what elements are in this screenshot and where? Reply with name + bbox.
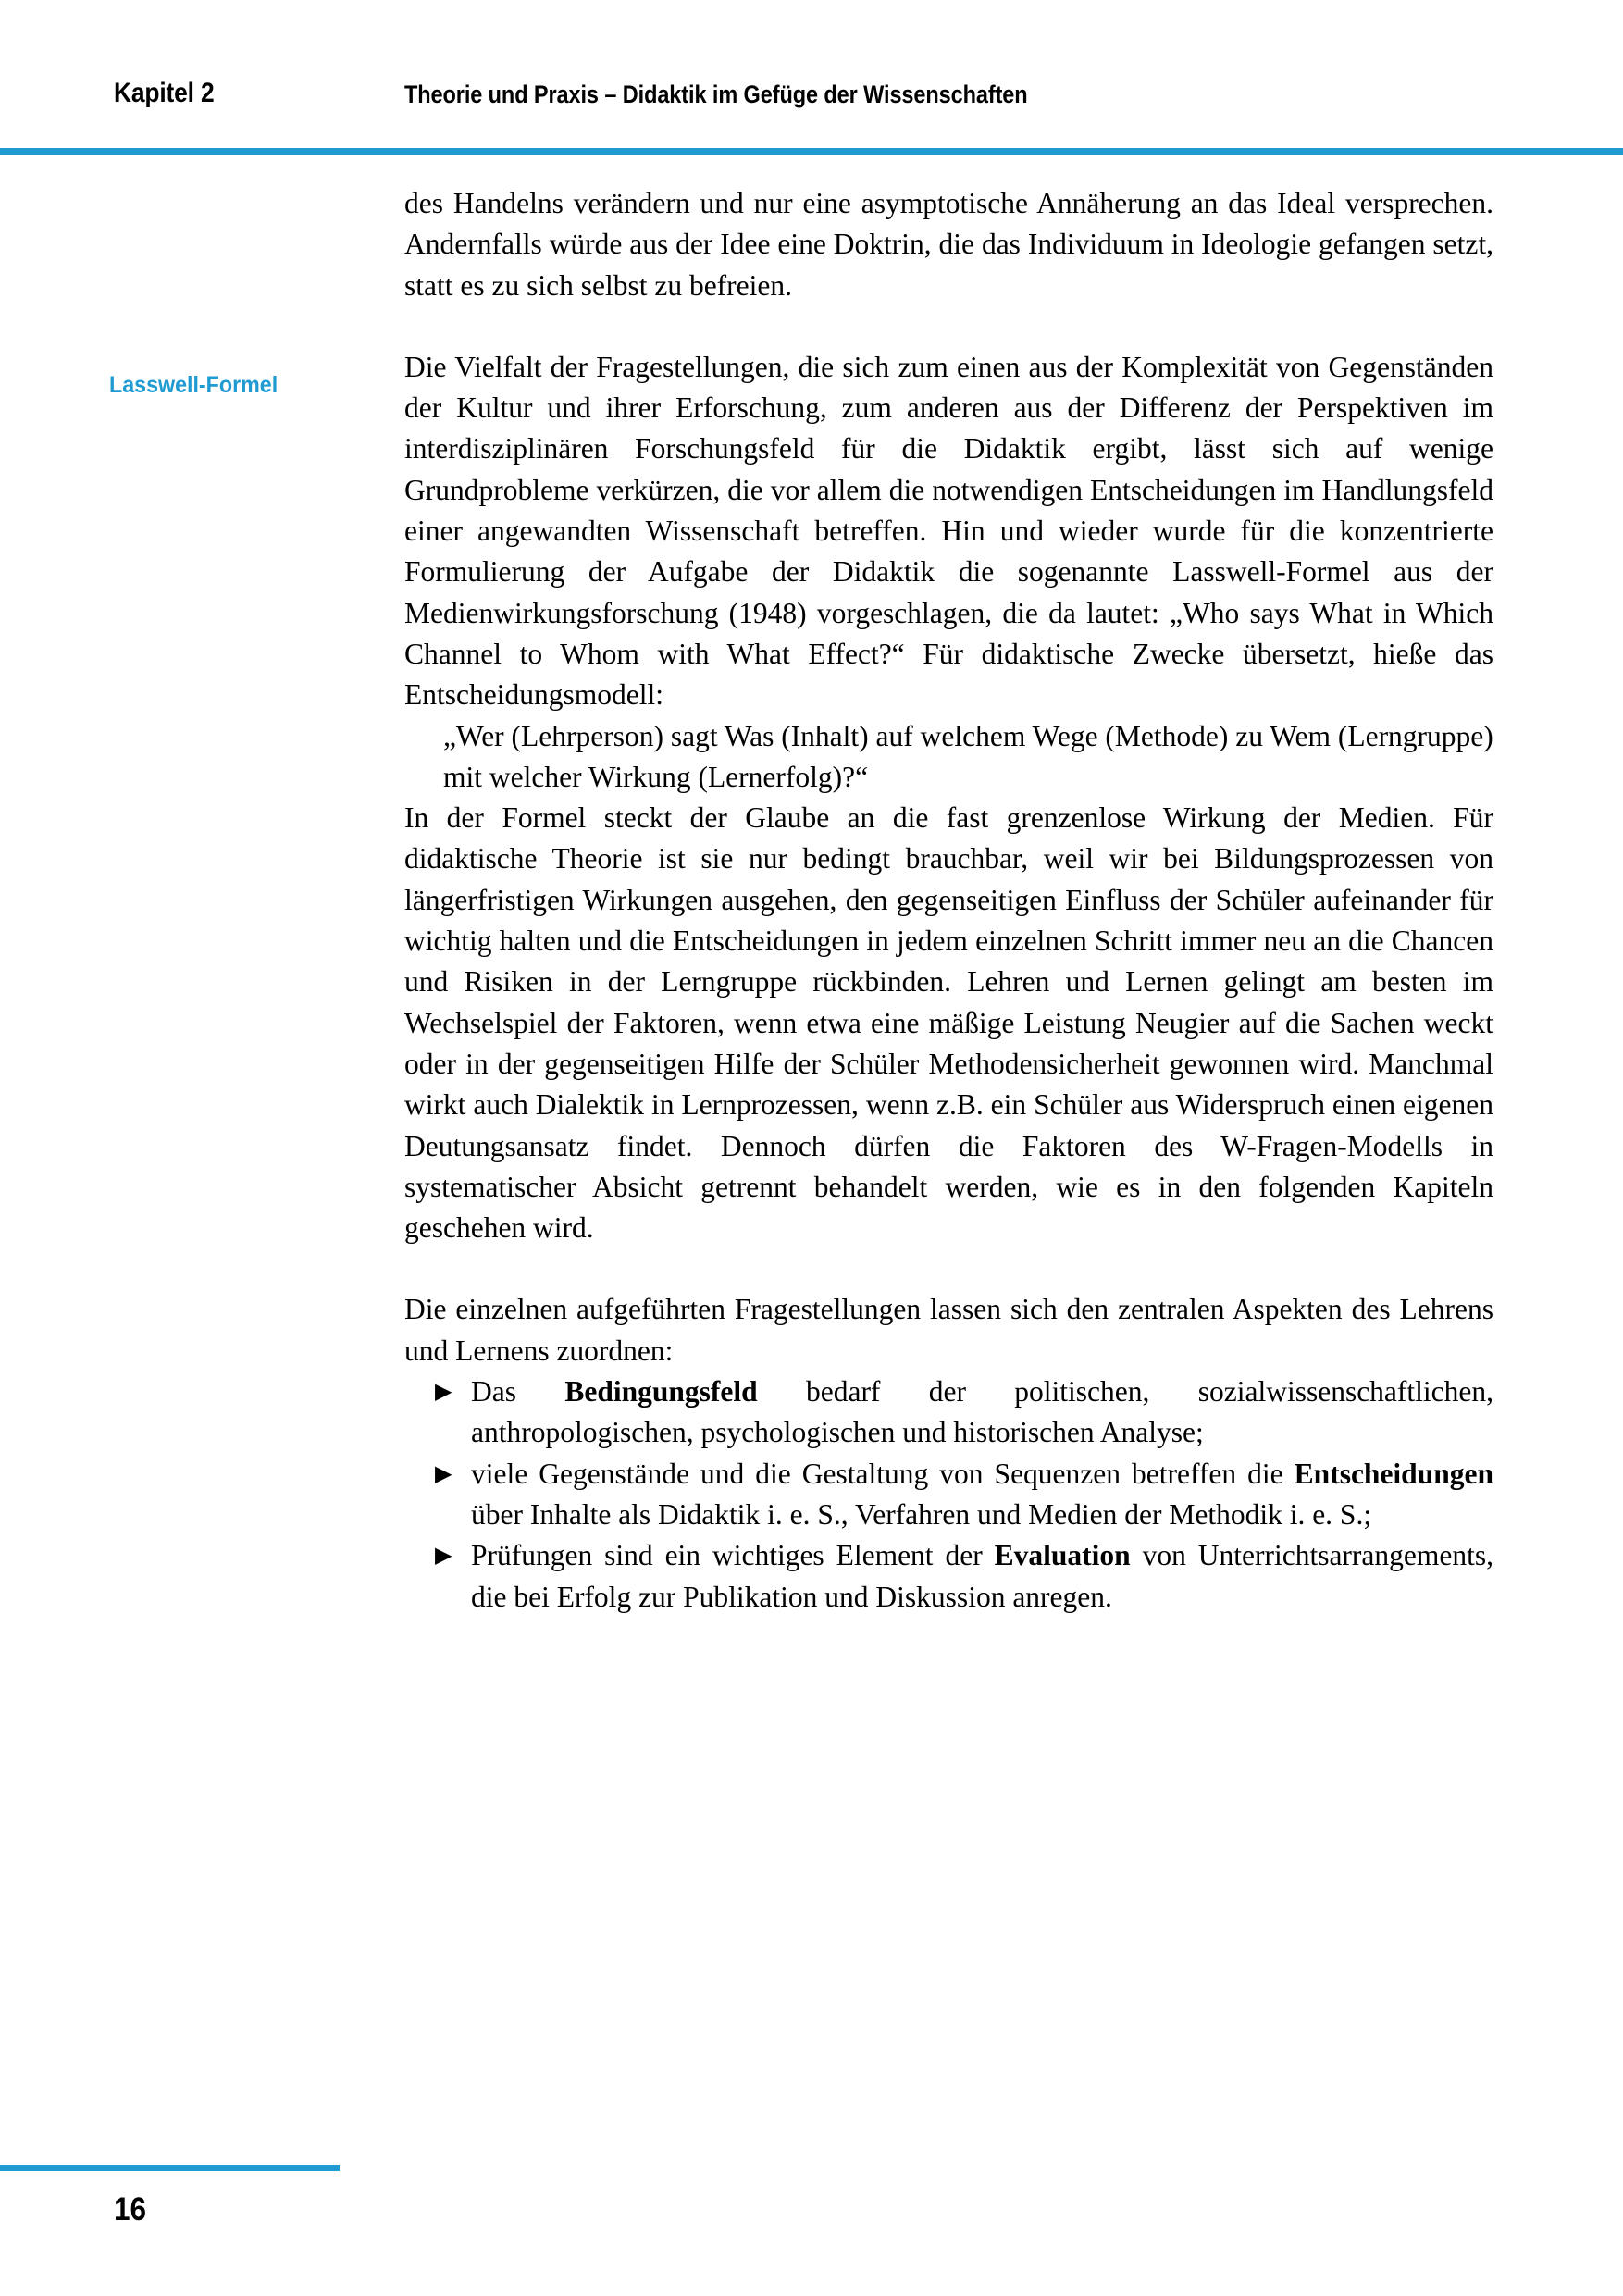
- running-head-chapter-title: Theorie und Praxis – Didaktik im Gefüge der Wissenschaften: [404, 81, 1028, 108]
- list-item-lead: Das: [471, 1375, 565, 1409]
- page-number: 16: [114, 2191, 147, 2228]
- list-item: [404, 1535, 1493, 1618]
- margin-note-text: Lasswell-Formel: [109, 372, 279, 398]
- list-item-emphasis: Entscheidungen: [1294, 1457, 1493, 1490]
- aspects-bullet-list: [404, 1371, 1493, 1618]
- paragraph-lasswell-intro: Die Vielfalt der Fragestellungen, die sich zum einen aus der Komplexität von Gegenständen der Kultur und ihrer Erforschung, zum anderen aus der Differenz der Perspektiven im interdisziplinären Forschungsfeld für die Didaktik ergibt, lässt sich auf wenige Grundprobleme verkürzen, die vor allem die notwendigen Entscheidungen im Handlungsfeld einer angewandten Wissenschaft betreffen. Hin und wieder wurde für die konzentrierte Formulierung der Aufgabe der Didaktik die sogenannte Lasswell-Formel aus der Medienwirkungsforschung (1948) vorgeschlagen, die da lautet: „Who says What in Which Channel to Whom with What Effect?“ Für didaktische Zwecke übersetzt, hieße das Entscheidungsmodell:: [404, 350, 1493, 712]
- list-item: [404, 1454, 1493, 1536]
- header-rule: [0, 148, 1623, 155]
- paragraph-zuordnung-intro: Die einzelnen aufgeführten Fragestellungen lassen sich den zentralen Aspekten des Lehrens und Lernens zuordnen:: [404, 1293, 1493, 1367]
- margin-note-lasswell-formel: [109, 368, 325, 402]
- running-head-chapter-label: Kapitel 2: [114, 78, 215, 108]
- list-item-rest: über Inhalte als Didaktik i. e. S., Verfahren und Medien der Methodik i. e. S.;: [471, 1497, 1372, 1531]
- list-item: [404, 1371, 1493, 1454]
- list-item-lead: viele Gegenstände und die Gestaltung von Sequenzen betreffen die: [471, 1457, 1295, 1490]
- running-head: [0, 78, 1623, 120]
- list-item-rest: von Unterrichtsarrangements, die bei Erfolg zur Publikation und Diskussion anregen.: [471, 1539, 1493, 1613]
- list-item-rest: bedarf der politischen, sozialwissenschaftlichen, anthropologischen, psychologischen und historischen Analyse;: [471, 1375, 1493, 1449]
- paragraph-continuation: des Handelns verändern und nur eine asymptotische Annäherung an das Ideal versprechen. Andernfalls würde aus der Idee eine Doktrin, die das Individuum in Ideologie gefangen setzt, statt es zu sich selbst zu befreien.: [404, 187, 1493, 302]
- main-text-column: [404, 183, 1493, 1618]
- triangle-bullet-icon: ▶: [435, 1461, 452, 1486]
- blockquote-lasswell-formel: „Wer (Lehrperson) sagt Was (Inhalt) auf welchem Wege (Methode) zu Wem (Lerngruppe) mit welcher Wirkung (Lernerfolg)?“: [443, 719, 1493, 793]
- paragraph-formel-kritik: In der Formel steckt der Glaube an die fast grenzenlose Wirkung der Medien. Für didaktische Theorie ist sie nur bedingt brauchbar, weil wir bei Bildungsprozessen von längerfristigen Wirkungen ausgehen, den gegenseitigen Einfluss der Schüler aufeinander für wichtig halten und die Entscheidungen in jedem einzelnen Schritt immer neu an die Chancen und Risiken in der Lerngruppe rückbinden. Lehren und Lernen gelingt am besten im Wechselspiel der Faktoren, wenn etwa eine mäßige Leistung Neugier auf die Sachen weckt oder in der gegenseitigen Hilfe der Schüler Methodensicherheit gewonnen wird. Manchmal wirkt auch Dialektik in Lernprozessen, wenn z.B. ein Schüler aus Widerspruch einen eigenen Deutungsansatz findet. Dennoch dürfen die Faktoren des W-Fragen-Modells in systematischer Absicht getrennt behandelt werden, wie es in den folgenden Kapiteln geschehen wird.: [404, 801, 1493, 1245]
- list-item-lead: Prüfungen sind ein wichtiges Element der: [471, 1539, 995, 1572]
- triangle-bullet-icon: ▶: [435, 1544, 452, 1569]
- triangle-bullet-icon: ▶: [435, 1380, 452, 1405]
- list-item-emphasis: Bedingungsfeld: [564, 1375, 758, 1409]
- list-item-emphasis: Evaluation: [994, 1539, 1131, 1572]
- footer-rule: [0, 2165, 340, 2171]
